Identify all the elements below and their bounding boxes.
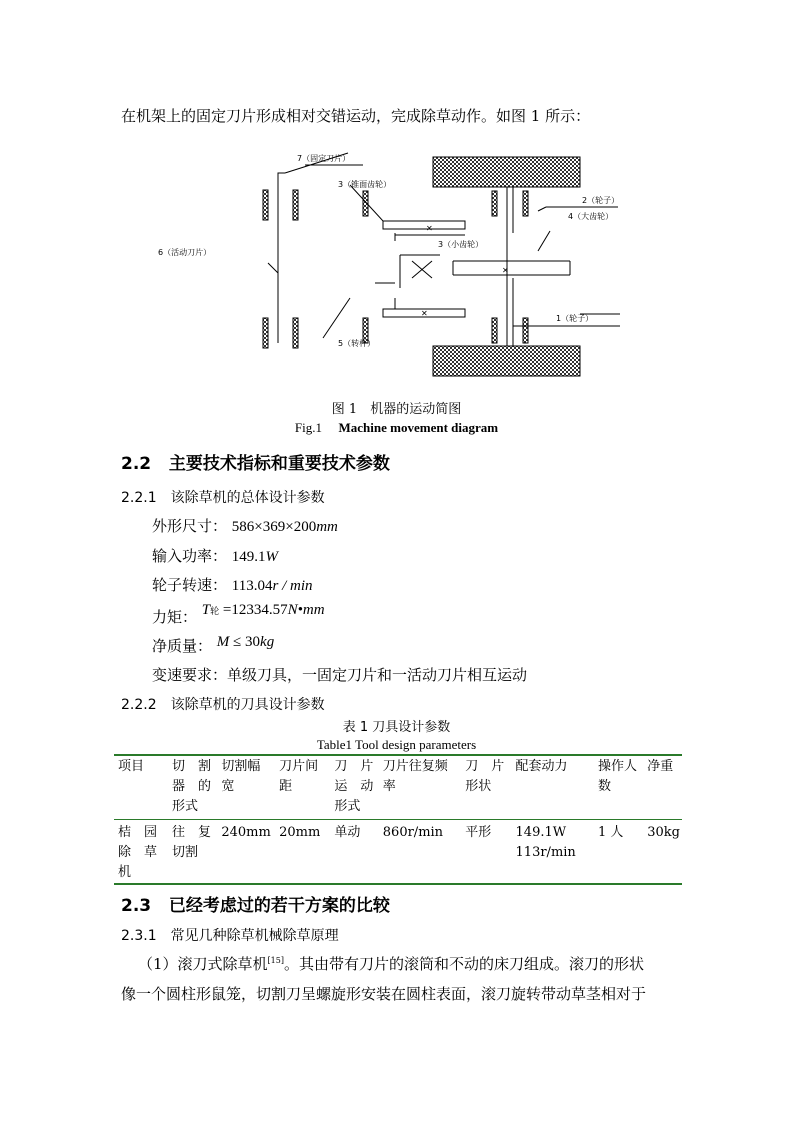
param-symbol: T (201, 602, 211, 618)
section-number: 2.2 (121, 454, 152, 474)
param-value: 113.04 (231, 578, 273, 594)
svg-text:✕: ✕ (426, 224, 433, 233)
table-header-cell: 刀 片 形状 (465, 759, 505, 794)
param-label: 净质量： (152, 637, 213, 655)
label-lever: 5（转杆） (338, 339, 376, 348)
subsection-heading: 2.3.1 常见几种除草机械除草原理 (121, 928, 339, 944)
param-input-power (152, 545, 278, 566)
param-label: 外形尺寸： (152, 517, 228, 535)
section-title: 已经考虑过的若干方案的比较 (168, 896, 390, 916)
table-caption-cn: 表 1 刀具设计参数 (342, 720, 451, 735)
fixed-blade-line (278, 173, 285, 343)
param-value: =12334.57 (219, 602, 288, 618)
subsection-heading: 2.2.1 该除草机的总体设计参数 (121, 490, 325, 506)
param-value: 149.1 (231, 549, 266, 565)
param-dimensions (152, 515, 338, 536)
table-header-cell: 净重 (647, 759, 674, 774)
table-header-cell: 刀 片 运 动 形式 (334, 759, 374, 814)
figure-caption-en-title: Machine movement diagram (338, 420, 499, 435)
svg-text:✕: ✕ (502, 266, 509, 275)
label-bevel-gear: 3（锥面齿轮） (338, 180, 392, 189)
param-unit: N•mm (287, 602, 325, 618)
machine-movement-diagram (150, 143, 630, 379)
param-value: 586×369×200 (231, 519, 317, 535)
param-subscript: 轮 (210, 607, 220, 617)
intro-paragraph: 在机架上的固定刀片形成相对交错运动，完成除草动作。如图 1 所示： (121, 107, 591, 125)
section-heading (121, 891, 390, 916)
table-row (114, 820, 682, 886)
param-symbol: M (216, 634, 230, 650)
table-header-cell: 切割幅 宽 (221, 759, 261, 794)
paragraph-lead: （1）滚刀式除草机 (138, 955, 268, 973)
table-header-cell: 刀片往复频 率 (382, 759, 448, 794)
label-moving-blade: 6（活动刀片） (158, 248, 212, 257)
param-unit: r / min (272, 578, 313, 594)
table-header-cell: 项目 (118, 759, 145, 774)
param-unit: mm (316, 519, 338, 535)
label-fixed-blade: 7（固定刀片） (297, 154, 351, 163)
table-cell: 149.1W 113r/min (515, 825, 576, 860)
param-torque (152, 598, 325, 626)
table-cell: 240mm (221, 825, 271, 840)
table-cell: 桔 园 除 草 机 (118, 825, 158, 880)
label-small-gear: 3（小齿轮） (438, 240, 484, 249)
section-title: 主要技术指标和重要技术参数 (168, 454, 390, 474)
table-header-row (114, 754, 682, 820)
body-paragraph-line (138, 953, 644, 974)
table-cell: 1 人 (598, 825, 624, 840)
label-wheel-2: 2（轮子） (582, 196, 620, 205)
tool-design-table (114, 754, 682, 885)
param-label: 力矩： (152, 608, 198, 626)
svg-text:✕: ✕ (421, 309, 428, 318)
citation-ref[interactable]: [15] (267, 956, 284, 965)
figure-caption-en (0, 420, 793, 436)
table-bottom-rule (114, 883, 682, 885)
figure-caption-en-prefix: Fig.1 (294, 420, 322, 435)
table-cell: 单动 (334, 825, 361, 840)
param-wheel-speed (152, 574, 313, 595)
section-heading (121, 449, 390, 474)
param-speed-requirement: 变速要求：单级刀具，一固定刀片和一活动刀片相互运动 (152, 666, 528, 684)
figure-caption-cn: 图 1 机器的运动简图 (331, 402, 462, 417)
table-cell: 860r/min (382, 825, 444, 840)
param-net-mass (152, 630, 275, 655)
table-header-cell: 刀片间 距 (279, 759, 319, 794)
param-unit: kg (260, 634, 275, 650)
frame-top-block (433, 157, 580, 187)
paragraph-text: 。其由带有刀片的滚筒和不动的床刀组成。滚刀的形状 (283, 955, 644, 973)
table-header-cell: 操作人 数 (598, 759, 638, 794)
table-cell: 20mm (279, 825, 321, 840)
table-cell: 30kg (647, 825, 680, 840)
table-caption-en: Table1 Tool design parameters (316, 737, 477, 752)
param-value: ≤ 30 (229, 634, 261, 650)
param-label: 轮子转速： (152, 576, 228, 594)
table-header-cell: 配套动力 (515, 759, 568, 774)
section-number: 2.3 (121, 896, 152, 916)
table-cell: 平形 (465, 825, 492, 840)
subsection-heading: 2.2.2 该除草机的刀具设计参数 (121, 697, 325, 713)
label-large-gear: 4（大齿轮） (568, 212, 614, 221)
param-label: 输入功率： (152, 547, 228, 565)
param-unit: W (265, 549, 279, 565)
table-header-cell: 切 割 器 的 形式 (171, 759, 211, 814)
body-paragraph-line: 像一个圆柱形鼠笼，切割刀呈螺旋形安装在圆柱表面，滚刀旋转带动草茎相对于 (121, 985, 647, 1003)
label-wheel-1: 1（轮子） (556, 314, 594, 323)
table-cell: 往 复 切割 (171, 825, 211, 860)
frame-bottom-block (433, 346, 580, 376)
